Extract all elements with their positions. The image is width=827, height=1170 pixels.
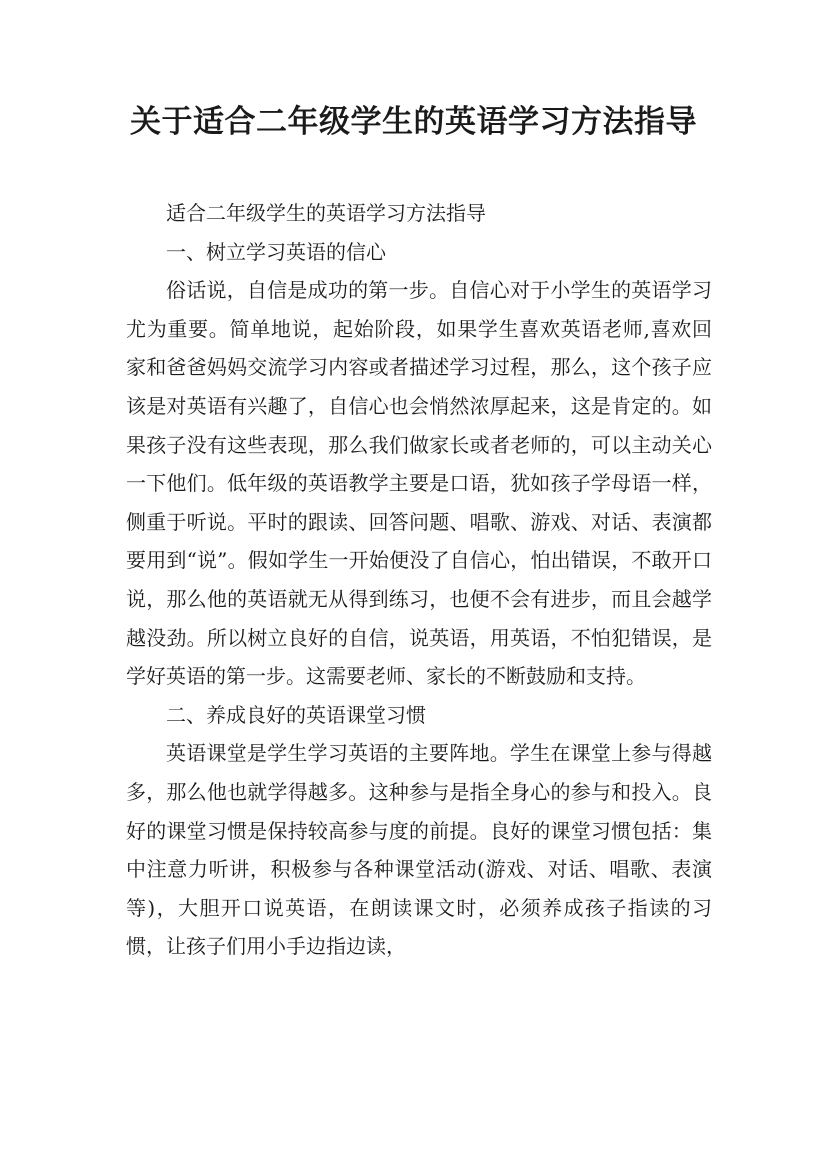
subtitle-paragraph: 适合二年级学生的英语学习方法指导 bbox=[166, 201, 486, 225]
body-paragraph-1: 俗话说，自信是成功的第一步。自信心对于小学生的英语学习尤为重要。简单地说，起始阶段，如果学生喜欢英语老师,喜欢回家和爸爸妈妈交流学习内容或者描述学习过程，那么，这个孩子应该是对英语有兴趣了，自信心也会悄然浓厚起来，这是肯定的。如果孩子没有这些表现，那么我们做家长或者老师的，可以主动关心一下他们。低年级的英语教学主要是口语，犹如孩子学母语一样，侧重于听说。平时的跟读、回答问题、唱歌、游戏、对话、表演都要用到“说”。假如学生一开始便没了自信心，怕出错误，不敢开口说，那么他的英语就无从得到练习，也便不会有进步，而且会越学越没劲。所以树立良好的自信，说英语，用英语，不怕犯错误，是学好英语的第一步。这需要老师、家长的不断鼓励和支持。 bbox=[126, 278, 712, 689]
document-title: 关于适合二年级学生的英语学习方法指导 bbox=[130, 104, 697, 140]
section-heading-2: 二、养成良好的英语课堂习惯 bbox=[166, 702, 426, 727]
body-paragraph-2: 英语课堂是学生学习英语的主要阵地。学生在课堂上参与得越多，那么他也就学得越多。这种参与是指全身心的参与和投入。良好的课堂习惯是保持较高参与度的前提。良好的课堂习惯包括：集中注意力听讲，积极参与各种课堂活动(游戏、对话、唱歌、表演等)，大胆开口说英语，在朗读课文时，必须养成孩子指读的习惯，让孩子们用小手边指边读， bbox=[126, 741, 712, 959]
document-body bbox=[126, 194, 712, 966]
section-heading-1: 一、树立学习英语的信心 bbox=[166, 239, 386, 264]
